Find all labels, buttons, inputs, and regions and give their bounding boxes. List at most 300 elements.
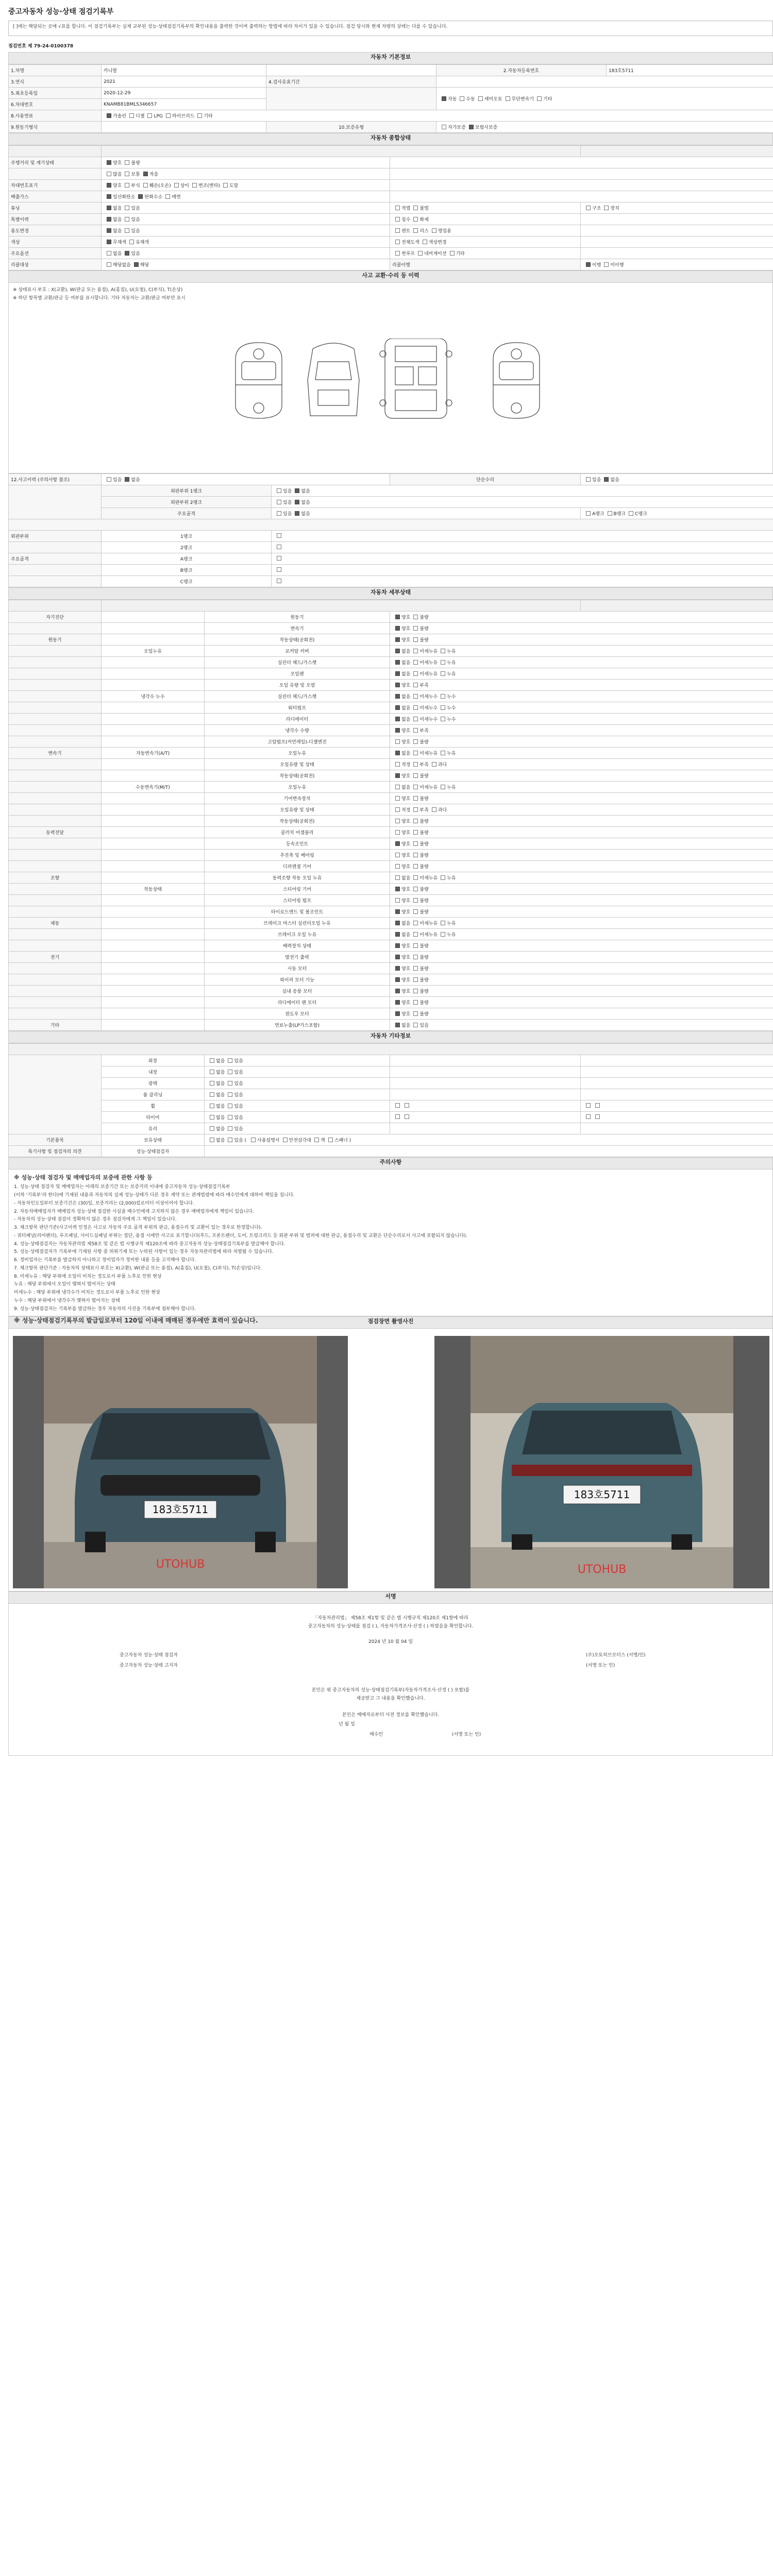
checkbox-icon[interactable] [413,717,418,721]
checkbox-option[interactable] [392,819,410,824]
checkbox-option[interactable] [410,921,438,926]
checkbox-icon[interactable] [277,533,281,538]
checkbox-icon[interactable] [395,785,400,789]
checkbox-icon[interactable] [165,194,170,199]
checkbox-icon[interactable] [418,251,423,256]
checkbox-option[interactable] [410,785,438,790]
checkbox-icon[interactable] [228,1104,232,1108]
checkbox-option[interactable] [410,808,428,813]
checkbox-icon[interactable] [413,932,418,937]
checkbox-icon[interactable] [395,1000,400,1005]
checkbox-icon[interactable] [608,511,612,516]
checkbox-icon[interactable] [107,240,111,244]
checkbox-option[interactable] [189,183,220,189]
checkbox-icon[interactable] [395,909,400,914]
checkbox-option[interactable] [410,887,428,892]
checkbox-icon[interactable] [432,807,436,812]
checkbox-option[interactable] [392,910,410,915]
checkbox-option[interactable] [104,251,122,257]
checkbox-option[interactable] [410,694,438,700]
checkbox-option[interactable] [194,114,212,119]
checkbox-option[interactable] [392,989,410,994]
checkbox-option[interactable] [392,206,410,211]
checkbox-option[interactable] [392,251,415,257]
checkbox-option[interactable] [466,125,497,130]
checkbox-option[interactable] [122,183,140,189]
checkbox-icon[interactable] [210,1081,214,1086]
checkbox-option[interactable] [438,876,456,881]
checkbox-option[interactable] [438,660,456,666]
checkbox-option[interactable] [392,967,410,972]
checkbox-option[interactable] [392,865,410,870]
checkbox-icon[interactable] [277,567,281,572]
checkbox-icon[interactable] [143,183,148,188]
checkbox-option[interactable] [225,1081,243,1087]
checkbox-option[interactable] [126,114,144,119]
checkbox-icon[interactable] [413,909,418,914]
checkbox-option[interactable] [207,1093,225,1098]
checkbox-option[interactable] [140,172,158,177]
checkbox-icon[interactable] [147,113,152,118]
checkbox-option[interactable] [225,1070,243,1075]
checkbox-icon[interactable] [107,194,111,199]
checkbox-icon[interactable] [228,1092,232,1097]
checkbox-option[interactable] [410,955,428,960]
checkbox-icon[interactable] [107,217,111,222]
checkbox-option[interactable] [392,638,410,643]
checkbox-icon[interactable] [413,830,418,835]
checkbox-icon[interactable] [138,194,143,199]
checkbox-icon[interactable] [395,660,400,665]
checkbox-icon[interactable] [395,807,400,812]
checkbox-option[interactable] [171,183,189,189]
checkbox-icon[interactable] [395,728,400,733]
checkbox-icon[interactable] [395,1023,400,1027]
checkbox-option[interactable] [583,263,601,268]
checkbox-icon[interactable] [210,1092,214,1097]
checkbox-option[interactable] [415,251,446,257]
checkbox-icon[interactable] [395,819,400,823]
checkbox-icon[interactable] [413,660,418,665]
checkbox-option[interactable] [104,183,122,189]
checkbox-option[interactable] [410,967,428,972]
checkbox-option[interactable] [104,172,122,177]
checkbox-option[interactable] [104,263,131,268]
checkbox-option[interactable] [429,229,451,234]
checkbox-icon[interactable] [125,183,129,188]
checkbox-icon[interactable] [228,1138,232,1142]
checkbox-option[interactable] [104,478,122,483]
checkbox-option[interactable] [447,251,465,257]
checkbox-option[interactable] [207,1104,225,1109]
checkbox-option[interactable] [248,1138,279,1143]
checkbox-icon[interactable] [395,717,400,721]
checkbox-option[interactable] [392,978,410,983]
checkbox-icon[interactable] [586,477,591,482]
checkbox-icon[interactable] [395,206,400,210]
checkbox-icon[interactable] [277,511,281,516]
checkbox-icon[interactable] [469,125,474,129]
checkbox-icon[interactable] [441,660,445,665]
checkbox-icon[interactable] [210,1070,214,1074]
checkbox-icon[interactable] [413,626,418,631]
checkbox-option[interactable] [325,1138,348,1143]
checkbox-option[interactable] [438,933,456,938]
checkbox-option[interactable] [392,751,410,756]
checkbox-option[interactable] [126,240,149,245]
checkbox-option[interactable] [410,876,438,881]
checkbox-option[interactable] [162,195,180,200]
checkbox-option[interactable] [274,512,292,517]
checkbox-icon[interactable] [395,217,400,222]
checkbox-icon[interactable] [197,113,202,118]
checkbox-option[interactable] [225,1138,243,1143]
checkbox-icon[interactable] [442,125,446,129]
checkbox-option[interactable] [392,649,410,654]
checkbox-option[interactable] [410,796,428,802]
checkbox-icon[interactable] [441,705,445,710]
checkbox-icon[interactable] [478,96,483,101]
checkbox-option[interactable] [410,853,428,858]
checkbox-icon[interactable] [413,1000,418,1005]
checkbox-option[interactable] [220,183,238,189]
checkbox-icon[interactable] [125,228,129,233]
checkbox-option[interactable] [438,921,456,926]
checkbox-icon[interactable] [210,1138,214,1142]
checkbox-option[interactable] [122,161,140,166]
checkbox-option[interactable] [410,740,428,745]
checkbox-option[interactable] [457,97,475,102]
checkbox-option[interactable] [392,1023,410,1028]
checkbox-option[interactable] [392,876,410,881]
checkbox-icon[interactable] [395,875,400,880]
checkbox-icon[interactable] [413,1023,418,1027]
checkbox-option[interactable] [438,649,456,654]
checkbox-icon[interactable] [223,183,228,188]
checkbox-icon[interactable] [277,488,281,493]
checkbox-option[interactable] [410,672,438,677]
checkbox-icon[interactable] [228,1126,232,1131]
checkbox-option[interactable] [429,762,447,768]
checkbox-icon[interactable] [395,943,400,948]
checkbox-option[interactable] [392,899,410,904]
checkbox-option[interactable] [410,717,438,722]
checkbox-icon[interactable] [423,240,427,244]
checkbox-option[interactable] [392,626,410,632]
checkbox-option[interactable] [410,660,438,666]
checkbox-icon[interactable] [295,488,299,493]
checkbox-option[interactable] [225,1127,243,1132]
checkbox-icon[interactable] [413,615,418,619]
checkbox-option[interactable] [104,161,122,166]
checkbox-icon[interactable] [413,989,418,993]
checkbox-option[interactable] [104,195,135,200]
checkbox-option[interactable] [392,615,410,620]
checkbox-icon[interactable] [586,262,591,267]
checkbox-icon[interactable] [413,773,418,778]
checkbox-icon[interactable] [395,228,400,233]
checkbox-option[interactable] [410,706,438,711]
checkbox-option[interactable] [207,1138,225,1143]
checkbox-option[interactable] [392,921,410,926]
checkbox-option[interactable] [438,694,456,700]
checkbox-option[interactable] [122,251,140,257]
checkbox-icon[interactable] [395,649,400,653]
checkbox-icon[interactable] [129,240,134,244]
checkbox-icon[interactable] [395,762,400,767]
checkbox-option[interactable] [392,853,410,858]
checkbox-icon[interactable] [395,251,400,256]
checkbox-icon[interactable] [228,1081,232,1086]
checkbox-option[interactable] [392,706,410,711]
checkbox-option[interactable] [601,263,624,268]
checkbox-option[interactable] [410,831,428,836]
checkbox-icon[interactable] [395,240,400,244]
checkbox-icon[interactable] [413,841,418,846]
checkbox-icon[interactable] [210,1058,214,1063]
checkbox-icon[interactable] [395,932,400,937]
checkbox-icon[interactable] [107,477,111,482]
checkbox-option[interactable] [438,751,456,756]
checkbox-option[interactable] [410,649,438,654]
checkbox-option[interactable] [392,785,410,790]
checkbox-icon[interactable] [277,556,281,561]
checkbox-option[interactable] [104,217,122,223]
checkbox-icon[interactable] [395,683,400,687]
checkbox-icon[interactable] [395,841,400,846]
checkbox-option[interactable] [392,887,410,892]
checkbox-option[interactable] [583,478,601,483]
checkbox-icon[interactable] [604,262,609,267]
checkbox-option[interactable] [410,978,428,983]
checkbox-option[interactable] [475,97,502,102]
checkbox-option[interactable] [410,1023,428,1028]
checkbox-icon[interactable] [395,773,400,778]
checkbox-icon[interactable] [395,977,400,982]
checkbox-icon[interactable] [174,183,179,188]
checkbox-icon[interactable] [432,762,436,767]
checkbox-icon[interactable] [395,853,400,857]
checkbox-icon[interactable] [450,251,455,256]
checkbox-option[interactable] [392,683,410,688]
checkbox-option[interactable] [104,114,126,119]
checkbox-option[interactable] [392,796,410,802]
checkbox-option[interactable] [410,865,428,870]
checkbox-icon[interactable] [125,217,129,222]
checkbox-icon[interactable] [395,887,400,891]
checkbox-option[interactable] [534,97,552,102]
checkbox-option[interactable] [410,728,428,734]
checkbox-icon[interactable] [395,637,400,642]
checkbox-option[interactable] [122,217,140,223]
checkbox-option[interactable] [604,512,626,517]
checkbox-icon[interactable] [283,1138,288,1142]
checkbox-icon[interactable] [314,1138,319,1142]
checkbox-icon[interactable] [395,751,400,755]
checkbox-option[interactable] [410,944,428,949]
checkbox-icon[interactable] [413,921,418,925]
checkbox-option[interactable] [292,500,310,505]
checkbox-icon[interactable] [413,728,418,733]
checkbox-option[interactable] [207,1059,225,1064]
checkbox-icon[interactable] [441,785,445,789]
checkbox-icon[interactable] [395,626,400,631]
checkbox-option[interactable] [626,512,647,517]
checkbox-option[interactable] [438,717,456,722]
checkbox-option[interactable] [131,263,149,268]
checkbox-option[interactable] [292,489,310,494]
checkbox-icon[interactable] [228,1058,232,1063]
checkbox-option[interactable] [392,955,410,960]
checkbox-icon[interactable] [228,1070,232,1074]
checkbox-icon[interactable] [134,262,139,267]
checkbox-option[interactable] [392,944,410,949]
checkbox-icon[interactable] [395,705,400,710]
checkbox-icon[interactable] [295,500,299,504]
checkbox-icon[interactable] [413,671,418,676]
checkbox-option[interactable] [135,195,162,200]
checkbox-icon[interactable] [413,955,418,959]
checkbox-icon[interactable] [441,921,445,925]
checkbox-option[interactable] [163,114,194,119]
checkbox-icon[interactable] [413,637,418,642]
checkbox-icon[interactable] [413,694,418,699]
checkbox-icon[interactable] [107,160,111,165]
checkbox-option[interactable] [140,183,171,189]
checkbox-option[interactable] [225,1093,243,1098]
checkbox-icon[interactable] [441,717,445,721]
checkbox-option[interactable] [410,774,428,779]
checkbox-option[interactable] [144,114,162,119]
checkbox-option[interactable] [311,1138,325,1143]
checkbox-option[interactable] [392,717,410,722]
checkbox-icon[interactable] [107,113,111,118]
checkbox-icon[interactable] [125,477,129,482]
checkbox-icon[interactable] [413,864,418,869]
checkbox-icon[interactable] [413,228,418,233]
checkbox-icon[interactable] [413,705,418,710]
checkbox-icon[interactable] [395,898,400,903]
checkbox-icon[interactable] [413,1011,418,1016]
checkbox-icon[interactable] [413,739,418,744]
checkbox-icon[interactable] [413,751,418,755]
checkbox-icon[interactable] [277,500,281,504]
checkbox-icon[interactable] [295,511,299,516]
checkbox-icon[interactable] [210,1126,214,1131]
checkbox-icon[interactable] [413,875,418,880]
checkbox-icon[interactable] [328,1138,333,1142]
checkbox-option[interactable] [225,1104,243,1109]
checkbox-option[interactable] [601,206,619,211]
checkbox-icon[interactable] [125,206,129,210]
checkbox-icon[interactable] [107,183,111,188]
checkbox-icon[interactable] [395,864,400,869]
checkbox-option[interactable] [410,615,428,620]
checkbox-option[interactable] [122,478,140,483]
checkbox-icon[interactable] [413,785,418,789]
checkbox-option[interactable] [392,831,410,836]
checkbox-option[interactable] [392,240,419,245]
checkbox-option[interactable] [280,1138,311,1143]
checkbox-option[interactable] [410,989,428,994]
checkbox-icon[interactable] [166,113,171,118]
checkbox-option[interactable] [410,762,428,768]
checkbox-icon[interactable] [413,796,418,801]
checkbox-icon[interactable] [460,96,464,101]
checkbox-option[interactable] [439,125,466,130]
checkbox-icon[interactable] [586,206,591,210]
checkbox-option[interactable] [410,1001,428,1006]
checkbox-icon[interactable] [395,989,400,993]
checkbox-icon[interactable] [413,217,418,222]
checkbox-icon[interactable] [107,172,111,176]
checkbox-icon[interactable] [413,762,418,767]
checkbox-icon[interactable] [413,853,418,857]
checkbox-option[interactable] [410,842,428,847]
checkbox-icon[interactable] [107,251,111,256]
checkbox-option[interactable] [225,1059,243,1064]
checkbox-icon[interactable] [537,96,542,101]
checkbox-icon[interactable] [395,1011,400,1016]
checkbox-icon[interactable] [413,887,418,891]
checkbox-icon[interactable] [441,649,445,653]
checkbox-option[interactable] [410,206,428,211]
checkbox-option[interactable] [439,97,457,102]
checkbox-icon[interactable] [395,615,400,619]
checkbox-icon[interactable] [413,206,418,210]
checkbox-option[interactable] [274,500,292,505]
checkbox-icon[interactable] [441,694,445,699]
checkbox-option[interactable] [122,172,140,177]
checkbox-option[interactable] [104,240,126,245]
checkbox-icon[interactable] [277,579,281,583]
checkbox-icon[interactable] [395,955,400,959]
checkbox-icon[interactable] [251,1138,256,1142]
checkbox-icon[interactable] [413,977,418,982]
checkbox-option[interactable] [207,1127,225,1132]
checkbox-option[interactable] [392,1012,410,1017]
checkbox-option[interactable] [122,206,140,211]
checkbox-option[interactable] [392,762,410,768]
checkbox-option[interactable] [392,740,410,745]
checkbox-icon[interactable] [125,160,129,165]
checkbox-option[interactable] [292,512,310,517]
checkbox-icon[interactable] [395,921,400,925]
checkbox-icon[interactable] [506,96,510,101]
checkbox-option[interactable] [429,808,447,813]
checkbox-icon[interactable] [395,739,400,744]
checkbox-option[interactable] [392,672,410,677]
checkbox-icon[interactable] [210,1104,214,1108]
checkbox-option[interactable] [392,1001,410,1006]
checkbox-option[interactable] [419,240,447,245]
checkbox-icon[interactable] [107,228,111,233]
checkbox-icon[interactable] [413,966,418,971]
checkbox-option[interactable] [392,694,410,700]
checkbox-option[interactable] [410,1012,428,1017]
checkbox-icon[interactable] [395,966,400,971]
checkbox-icon[interactable] [441,875,445,880]
checkbox-icon[interactable] [413,898,418,903]
checkbox-option[interactable] [274,489,292,494]
checkbox-option[interactable] [410,229,428,234]
checkbox-option[interactable] [392,728,410,734]
checkbox-option[interactable] [122,229,140,234]
checkbox-icon[interactable] [413,943,418,948]
checkbox-option[interactable] [392,229,410,234]
checkbox-option[interactable] [410,819,428,824]
checkbox-icon[interactable] [413,649,418,653]
